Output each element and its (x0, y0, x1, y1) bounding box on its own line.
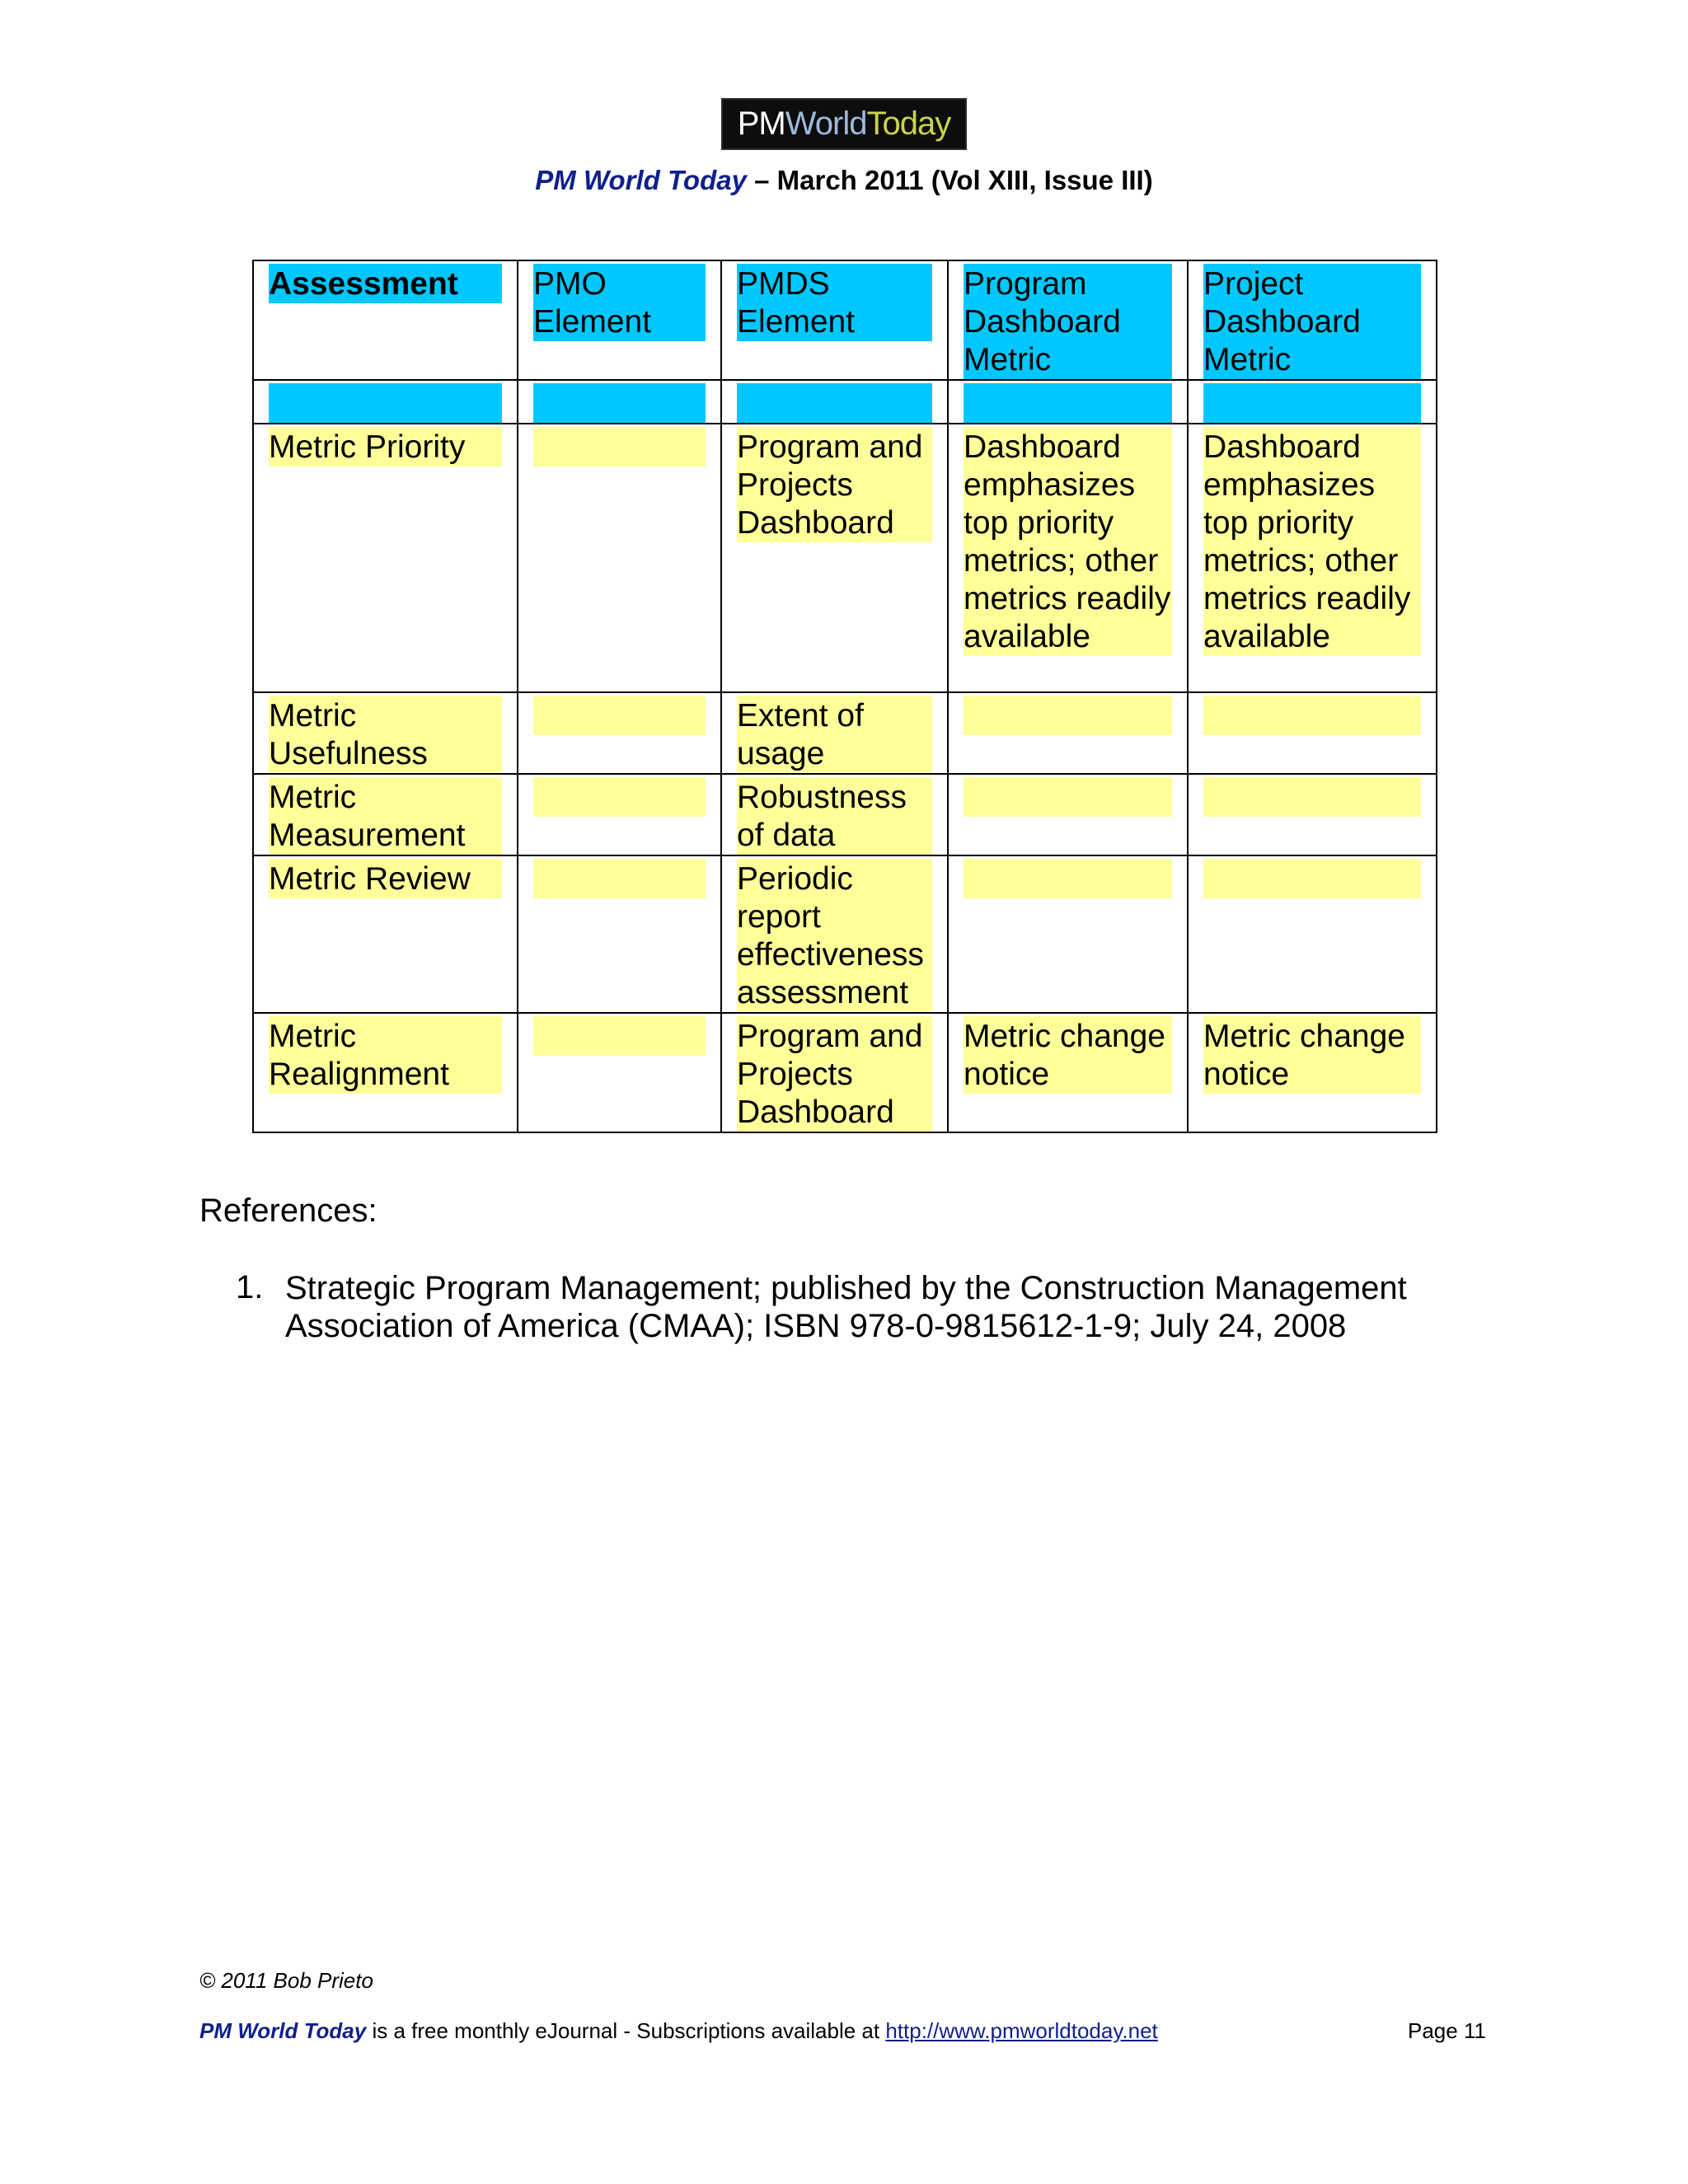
table-cell (948, 424, 1188, 692)
header-cell (948, 260, 1188, 380)
program-metric-empty (964, 777, 1172, 817)
journal-name: PM World Today (535, 165, 747, 195)
table-cell (948, 774, 1188, 855)
table-header-row (253, 260, 1437, 380)
table-cell (253, 692, 518, 774)
table-cell (948, 855, 1188, 1013)
project-metric-empty (1203, 777, 1421, 817)
spacer-cell (721, 380, 948, 424)
table-row (253, 774, 1437, 855)
cyan-highlight (533, 383, 706, 423)
pmds-element-text: Program and Projects Dashboard (737, 1016, 932, 1132)
table-spacer-row (253, 380, 1437, 424)
table-cell (948, 692, 1188, 774)
table-cell (518, 855, 721, 1013)
pmo-element-empty (533, 859, 706, 898)
header-cell (518, 260, 721, 380)
spacer-cell (253, 380, 518, 424)
project-metric-empty (1203, 859, 1421, 898)
table-row (253, 855, 1437, 1013)
pmds-element-text: Program and Projects Dashboard (737, 427, 932, 542)
table-cell (518, 774, 721, 855)
assessment-metric-measurement: Metric Measurement (269, 777, 502, 855)
header-cell (253, 260, 518, 380)
table-cell (721, 424, 948, 692)
assessment-metric-priority: Metric Priority (269, 427, 502, 466)
header-cell (721, 260, 948, 380)
header-project-dashboard-metric: Project Dashboard Metric (1203, 264, 1421, 379)
issue-info: – March 2011 (Vol XIII, Issue III) (746, 165, 1153, 195)
header-pmds-element: PMDS Element (737, 264, 932, 341)
logo-part-pm: PM (737, 105, 785, 142)
table-cell (1188, 1013, 1437, 1132)
spacer-cell (518, 380, 721, 424)
table-cell (721, 855, 948, 1013)
table-row (253, 424, 1437, 692)
table-cell (721, 1013, 948, 1132)
program-metric-empty (964, 696, 1172, 735)
table-cell (518, 1013, 721, 1132)
table-cell (253, 855, 518, 1013)
table-cell (1188, 855, 1437, 1013)
assessment-metric-realignment: Metric Realignment (269, 1016, 502, 1094)
header-cell (1188, 260, 1437, 380)
spacer-cell (948, 380, 1188, 424)
project-metric-empty (1203, 696, 1421, 735)
footer-line (199, 2018, 1158, 2044)
pmo-element-empty (533, 777, 706, 817)
copyright: © 2011 Bob Prieto (199, 1968, 373, 1993)
cyan-highlight (964, 383, 1172, 423)
reference-text: Strategic Program Management; published by the Construction Management Association of America (CMAA); ISBN 978-0-9815612-1-9; July 24, 2008 (285, 1270, 1407, 1344)
table-cell (721, 774, 948, 855)
assessment-metric-review: Metric Review (269, 859, 502, 898)
logo-part-world: World (785, 105, 867, 142)
pmo-element-empty (533, 427, 706, 466)
table-cell (253, 774, 518, 855)
table-row (253, 1013, 1437, 1132)
pmds-element-text: Periodic report effectiveness assessment (737, 859, 932, 1012)
table-cell (1188, 692, 1437, 774)
logo-part-today: Today (866, 105, 951, 142)
cyan-highlight (737, 383, 932, 423)
page-number: Page 11 (1408, 2018, 1486, 2043)
header-assessment: Assessment (269, 264, 502, 303)
reference-number: 1. (236, 1269, 264, 1305)
program-metric-text: Dashboard emphasizes top priority metrics; other metrics readily available (964, 427, 1172, 656)
header-program-dashboard-metric: Program Dashboard Metric (964, 264, 1172, 379)
table-cell (1188, 424, 1437, 692)
table-cell (518, 424, 721, 692)
table-cell (721, 692, 948, 774)
pmds-element-text: Robustness of data (737, 777, 932, 855)
cyan-highlight (1203, 383, 1421, 423)
footer-text: is a free monthly eJournal - Subscriptions available at (366, 2018, 886, 2043)
project-metric-text: Metric change notice (1203, 1016, 1421, 1094)
table-cell (1188, 774, 1437, 855)
spacer-cell (1188, 380, 1437, 424)
header-pmo-element: PMO Element (533, 264, 706, 341)
journal-header (0, 165, 1688, 196)
program-metric-text: Metric change notice (964, 1016, 1172, 1094)
pm-world-today-logo (721, 98, 967, 150)
table-cell (948, 1013, 1188, 1132)
program-metric-empty (964, 859, 1172, 898)
table-cell (518, 692, 721, 774)
references-title: References: (199, 1193, 377, 1229)
table-row (253, 692, 1437, 774)
table-cell (253, 1013, 518, 1132)
table-cell (253, 424, 518, 692)
assessment-table (252, 260, 1437, 1133)
subscription-link[interactable]: http://www.pmworldtoday.net (885, 2018, 1158, 2043)
project-metric-text: Dashboard emphasizes top priority metrics; other metrics readily available (1203, 427, 1421, 656)
assessment-metric-usefulness: Metric Usefulness (269, 696, 502, 773)
pmo-element-empty (533, 696, 706, 735)
footer-journal-name: PM World Today (199, 2018, 367, 2043)
pmo-element-empty (533, 1016, 706, 1056)
cyan-highlight (269, 383, 502, 423)
pmds-element-text: Extent of usage (737, 696, 932, 773)
